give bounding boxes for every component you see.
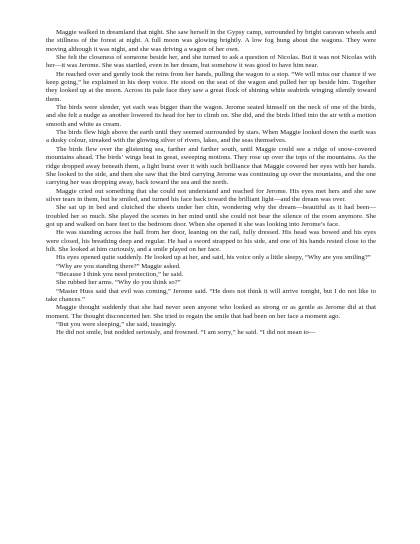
paragraph: Maggie cried out something that she could not understand and reached for Jerome. His eyes met hers and she saw silver tears in them, but he smiled, and turned his face back toward the brilliant light—and the dream was over.: [46, 187, 376, 203]
paragraph: “Master Huss said that evil was coming,” Jerome said. “He does not think it will arrive tonight, but I do not like to take chances.”: [46, 287, 376, 303]
paragraph: He reached over and gently took the reins from her hands, pulling the wagon to a stop. “We will miss our chance if we keep going,” he explained in his deep voice. He stood on the seat of the wagon and pulled her up beside him. Together they looked up at the moon. Across its pale face they saw a great flock of shining white seabirds winging silently toward them.: [46, 70, 376, 103]
document-page: [46, 29, 376, 338]
paragraph: He did not smile, but nodded seriously, and frowned. “I am sorry,” he said. “I did not mean to—: [56, 329, 316, 337]
paragraph: She felt the closeness of someone beside her, and she turned to ask a question of Nicolas. But it was not Nicolas with her—it was Jerome. She was startled, even in her dream, but somehow it was good to have him near.: [46, 54, 376, 70]
paragraph: “Because I think you need protection,” he said.: [56, 270, 184, 278]
paragraph: “But you were sleeping,” she said, teasingly.: [56, 321, 177, 329]
paragraph: He was standing across the hall from her door, leaning on the rail, fully dressed. His head was bowed and his eyes were closed, his breathing deep and regular. He had a sword strapped to his side, and one of his hands rested close to the hilt. She looked at him curiously, and a smile played on her face.: [46, 229, 376, 253]
paragraph: The birds flew high above the earth until they seemed surrounded by stars. When Maggie looked down the earth was a dusky colour, streaked with the glowing silver of rivers, lakes, and the seas themselves.: [46, 129, 376, 145]
paragraph: Maggie thought suddenly that she had never seen anyone who looked as strong or as gentle as Jerome did at that moment. The thought disconcerted her. She tried to regain the smile that had been on her face a moment ago.: [46, 304, 376, 320]
paragraph: “Why are you standing there?” Maggie asked.: [56, 262, 181, 270]
paragraph: The birds flew over the glistening sea, farther and farther south, until Maggie could see a ridge of snow-covered mountains ahead. The birds’ wings beat in great, sweeping motions. They rose up over the tops of the mountains. As the ridge dropped away beneath them, a light burst over it with such brilliance that Maggie covered her eyes with her hands. She looked to the side, and then she saw that the bird carrying Jerome was continuing up over the mountains, and the one carrying her was dropping away, back toward the sea and the north.: [46, 145, 376, 187]
paragraph: The birds were slender, yet each was bigger than the wagon. Jerome seated himself on the neck of one of the birds, and she felt a nudge as another lowered its head for her to climb on. She did, and the birds lifted into the air with a motion smooth and white as cream.: [46, 104, 376, 128]
paragraph: She sat up in bed and clutched the sheets under her chin, wondering why the dream—beautiful as it had been—troubled her so much. She played the scenes in her mind until she could not bear the silence of the room anymore. She got up and walked on bare feet to the bedroom door. When she opened it she was looking into Jerome’s face.: [46, 204, 376, 228]
paragraph: Maggie walked in dreamland that night. She saw herself in the Gypsy camp, surrounded by bright caravan wheels and the stillness of the forest at night. A full moon was glowing brightly. A low fog hung about the wagons. They were moving although it was night, and she was driving a wagon of her own.: [46, 29, 376, 53]
paragraph: She rubbed her arms. “Why do you think so?”: [56, 279, 181, 287]
paragraph: His eyes opened quite suddenly. He looked up at her, and said, his voice only a little sleepy, “Why are you smiling?”: [56, 254, 371, 262]
